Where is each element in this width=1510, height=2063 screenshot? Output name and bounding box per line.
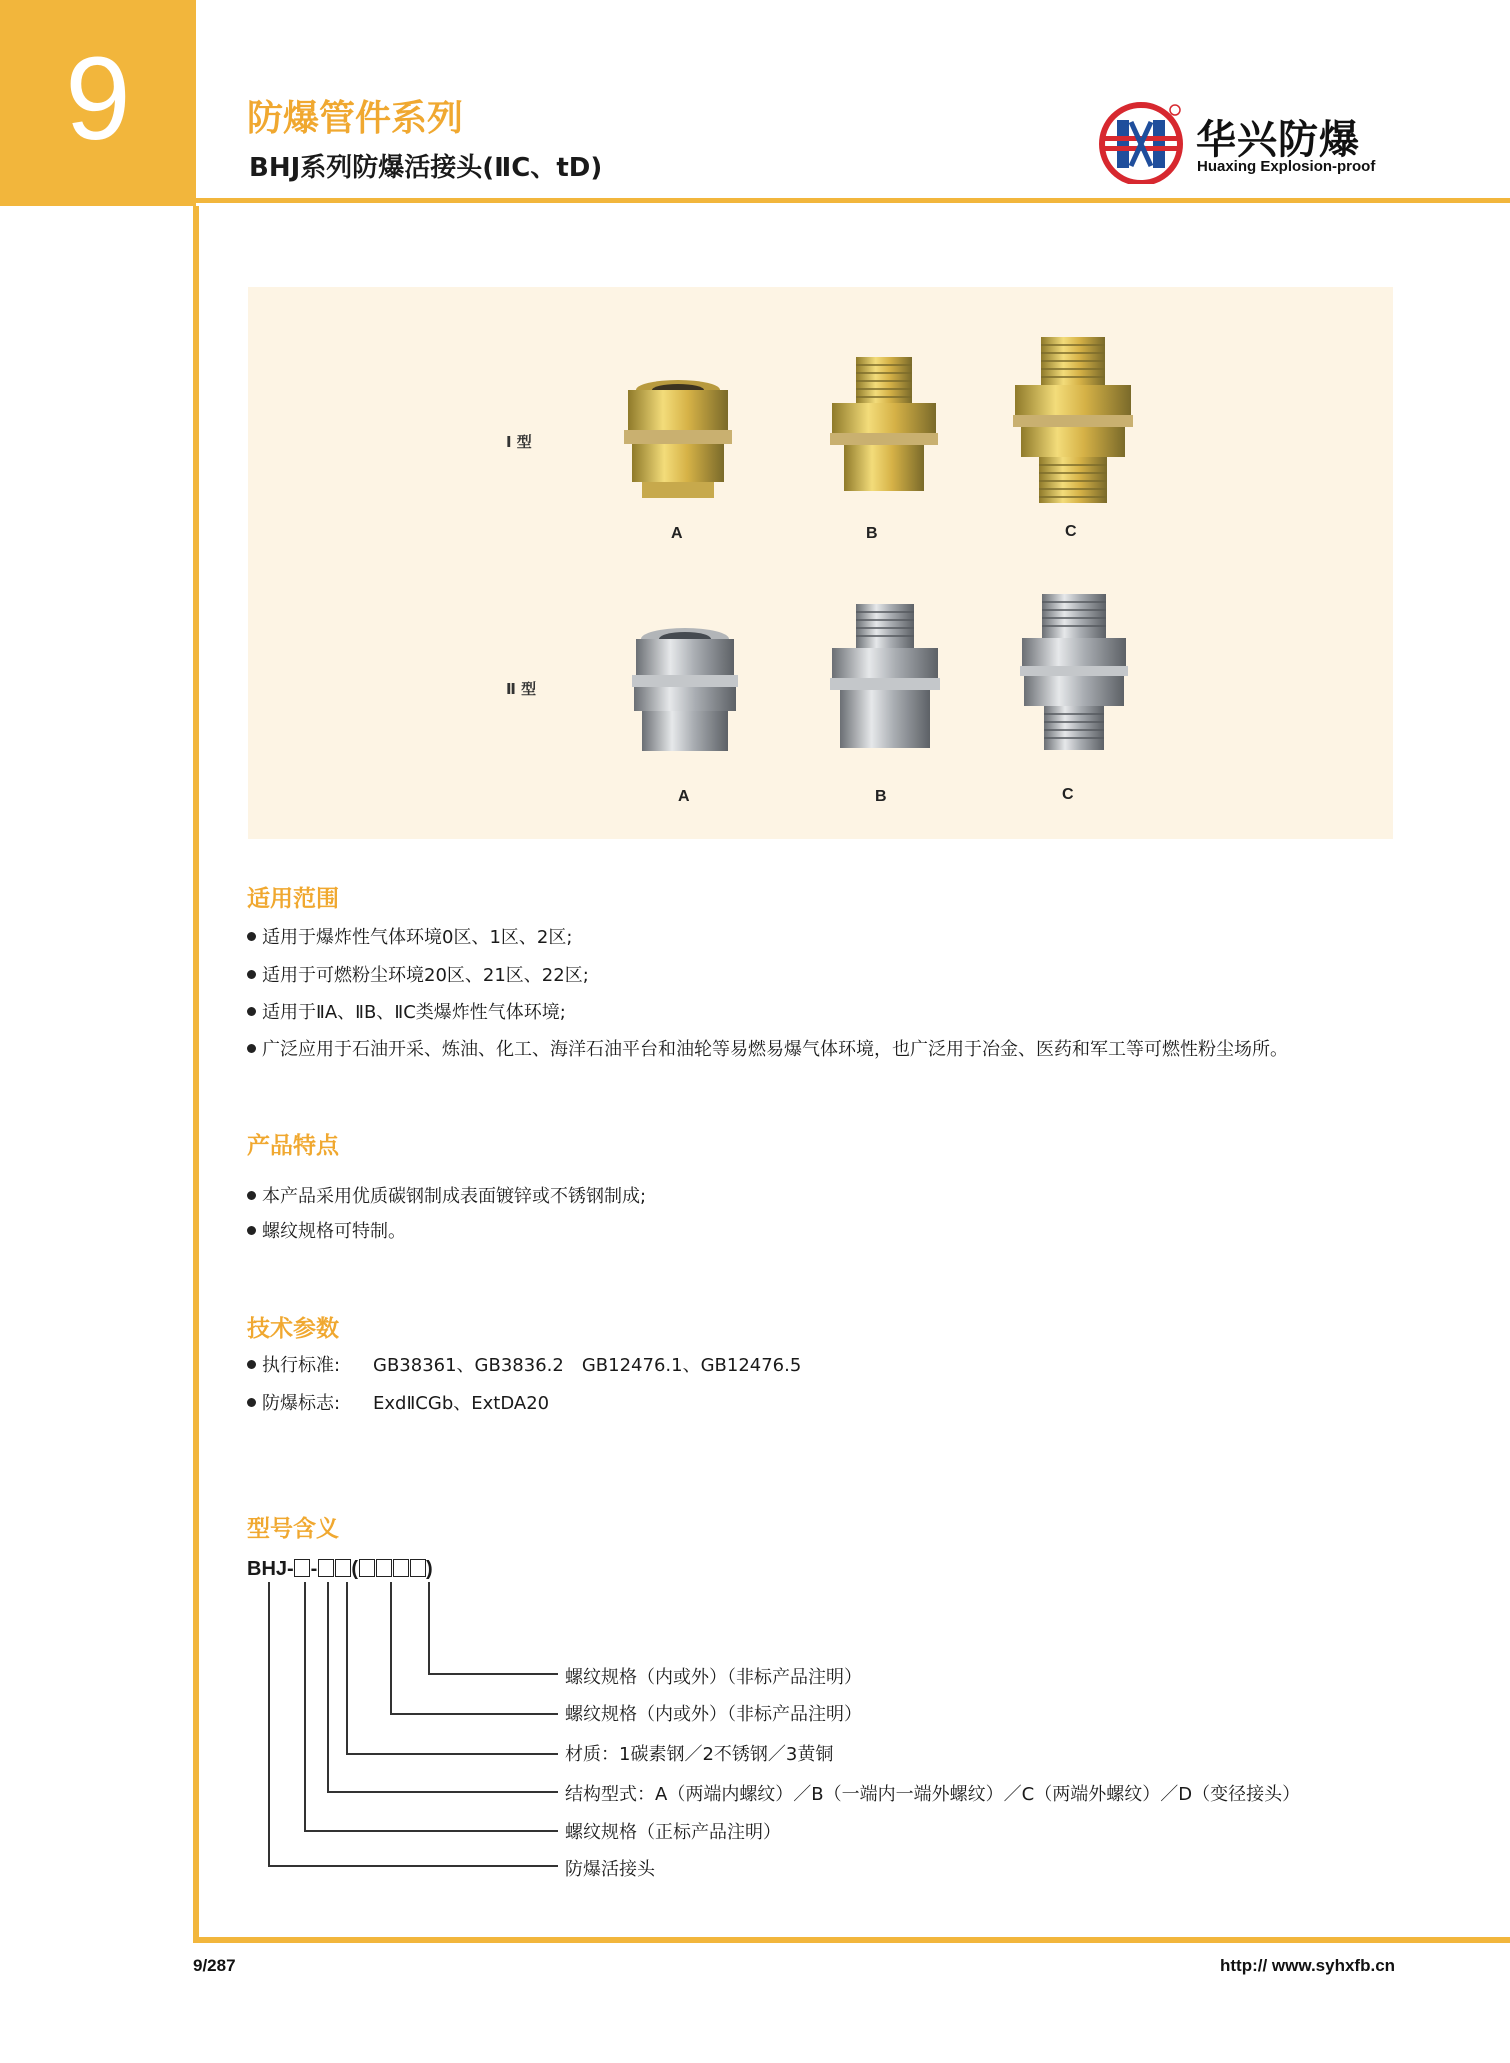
code-slot	[294, 1559, 310, 1577]
section-title-features: 产品特点	[247, 1133, 339, 1159]
bullet-icon	[247, 970, 256, 979]
variant-label: B	[875, 788, 887, 805]
fitting-image	[826, 353, 942, 503]
bullet-icon	[247, 1360, 256, 1369]
list-item: 适用于可燃粉尘环境20区、21区、22区;	[247, 961, 589, 987]
chapter-number: 9	[65, 33, 131, 165]
code-slot	[335, 1559, 351, 1577]
code-slot	[393, 1559, 409, 1577]
list-item: 广泛应用于石油开采、炼油、化工、海洋石油平台和油轮等易燃易爆气体环境，也广泛用于冶金、医药和军工等可燃性粉尘场所。	[247, 1035, 1288, 1061]
fitting-image	[1011, 333, 1135, 505]
list-item: 螺纹规格可特制。	[247, 1217, 406, 1243]
code-slot	[410, 1559, 426, 1577]
connector-line	[327, 1582, 329, 1791]
fitting-image	[626, 625, 744, 755]
product-photo-panel	[248, 287, 1393, 839]
code-description: 防爆活接头	[565, 1859, 655, 1880]
product-title: BHJ系列防爆活接头(ⅡC、tD)	[249, 153, 603, 183]
section-title-scope: 适用范围	[247, 886, 339, 912]
footer-divider	[193, 1937, 1510, 1943]
bullet-icon	[247, 1007, 256, 1016]
param-row: 执行标准:	[247, 1351, 340, 1377]
page-number: 9/287	[193, 1956, 236, 1975]
connector-line	[327, 1791, 558, 1793]
connector-line	[346, 1753, 558, 1755]
bullet-icon	[247, 1398, 256, 1407]
series-title: 防爆管件系列	[247, 98, 464, 139]
param-row: 防爆标志:	[247, 1389, 340, 1415]
logo-chinese-text: 华兴防爆	[1196, 117, 1360, 163]
code-description: 螺纹规格（内或外）（非标产品注明）	[565, 1704, 862, 1725]
param-value: ExdⅡCGb、ExtDA20	[373, 1393, 550, 1414]
connector-line	[268, 1582, 270, 1865]
code-description: 螺纹规格（内或外）（非标产品注明）	[565, 1667, 862, 1688]
bullet-icon	[247, 1044, 256, 1053]
variant-label: C	[1065, 523, 1077, 540]
code-description: 结构型式：A（两端内螺纹）／B（一端内一端外螺纹）／C（两端外螺纹）／D（变径接头）	[565, 1784, 1301, 1805]
connector-line	[346, 1582, 348, 1753]
param-value: GB38361、GB3836.2 GB12476.1、GB12476.5	[373, 1355, 802, 1376]
variant-label: C	[1062, 786, 1074, 803]
variant-label: A	[671, 525, 683, 542]
company-logo-icon	[1097, 100, 1185, 184]
section-title-tech: 技术参数	[247, 1316, 339, 1342]
code-description: 材质：1碳素钢／2不锈钢／3黄铜	[565, 1744, 834, 1765]
list-item: 适用于爆炸性气体环境0区、1区、2区;	[247, 923, 572, 949]
logo-english-text: Huaxing Explosion-proof	[1197, 158, 1376, 175]
type-label: Ⅰ 型	[506, 433, 532, 451]
fitting-image	[826, 600, 944, 755]
model-code: BHJ- - ( )	[247, 1558, 433, 1580]
connector-line	[428, 1582, 430, 1673]
connector-line	[390, 1582, 392, 1713]
code-slot	[318, 1559, 334, 1577]
variant-label: A	[678, 788, 690, 805]
bullet-icon	[247, 932, 256, 941]
website-link[interactable]: http:// www.syhxfb.cn	[1220, 1956, 1396, 1975]
connector-line	[268, 1865, 558, 1867]
code-slot	[376, 1559, 392, 1577]
fitting-image	[618, 378, 738, 503]
list-item: 适用于ⅡA、ⅡB、ⅡC类爆炸性气体环境;	[247, 998, 566, 1024]
connector-line	[428, 1673, 558, 1675]
connector-line	[390, 1713, 558, 1715]
connector-line	[304, 1830, 558, 1832]
header-divider	[196, 198, 1510, 203]
list-item: 本产品采用优质碳钢制成表面镀锌或不锈钢制成;	[247, 1182, 646, 1208]
connector-line	[304, 1582, 306, 1830]
variant-label: B	[866, 525, 878, 542]
margin-rule	[193, 206, 199, 1943]
bullet-icon	[247, 1191, 256, 1200]
bullet-icon	[247, 1226, 256, 1235]
code-slot	[359, 1559, 375, 1577]
code-description: 螺纹规格（正标产品注明）	[565, 1822, 781, 1843]
section-title-model: 型号含义	[247, 1516, 339, 1542]
type-label: Ⅱ 型	[506, 680, 537, 698]
fitting-image	[1016, 590, 1132, 755]
